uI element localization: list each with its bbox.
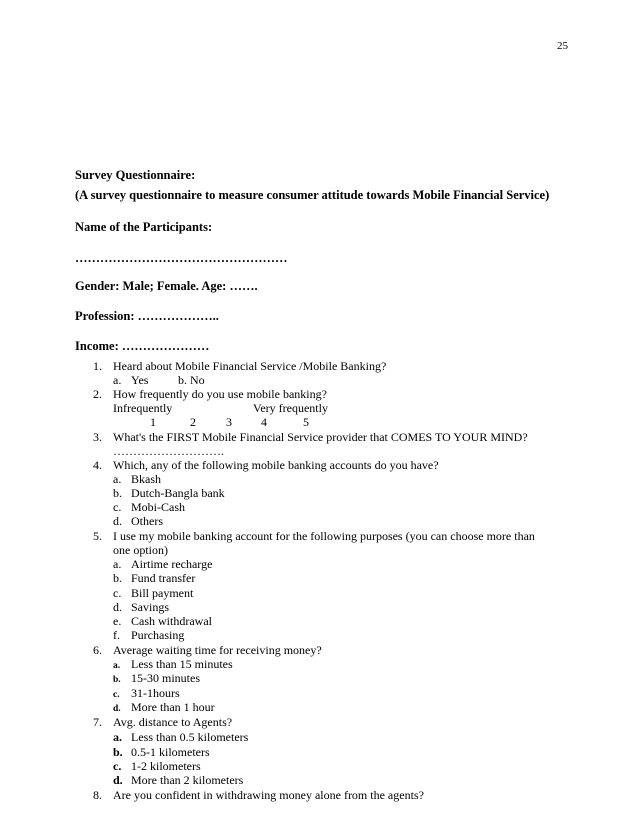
question-4-option <box>113 486 225 500</box>
option-marker: d. <box>113 773 123 787</box>
option-text: Fund transfer <box>131 571 196 585</box>
option-marker: c. <box>113 586 122 600</box>
question-8-text: Are you confident in withdrawing money alone from the agents? <box>113 788 424 802</box>
participant-name-label: Name of the Participants: <box>75 220 213 234</box>
survey-title: Survey Questionnaire: <box>75 168 196 182</box>
option-text: Bkash <box>131 472 161 486</box>
option-marker: b. <box>113 675 121 685</box>
question-3-blank: ………………………. <box>113 444 224 458</box>
option-text: Less than 15 minutes <box>131 657 233 671</box>
question-1-number: 1. <box>93 359 102 373</box>
option-text: 15-30 minutes <box>131 671 200 685</box>
question-5-option <box>113 628 184 642</box>
question-5-option <box>113 586 193 600</box>
option-text: Dutch-Bangla bank <box>131 486 225 500</box>
question-4-option <box>113 472 161 486</box>
option-marker: c. <box>113 690 120 700</box>
option-marker: a. <box>113 557 122 571</box>
question-6-number: 6. <box>93 643 102 657</box>
option-text: 31-1hours <box>131 686 180 700</box>
option-marker: a. <box>113 373 122 387</box>
scale-value-2: 2 <box>190 415 196 429</box>
option-text: 1-2 kilometers <box>131 759 201 773</box>
scale-value-5: 5 <box>303 415 309 429</box>
option-text: More than 2 kilometers <box>131 773 244 787</box>
option-marker: c. <box>113 759 122 773</box>
question-5-text-continued: one option) <box>113 543 168 557</box>
option-text: Yes <box>131 373 149 387</box>
question-2-number: 2. <box>93 387 102 401</box>
option-marker: b. <box>113 571 122 585</box>
option-text: Savings <box>131 600 170 614</box>
option-marker: b. <box>113 486 122 500</box>
option-marker: d. <box>113 704 121 714</box>
question-6-option <box>113 700 215 716</box>
question-7-option <box>113 730 248 744</box>
option-marker: a. <box>113 472 122 486</box>
question-5-option <box>113 571 195 585</box>
option-text: Mobi-Cash <box>131 500 185 514</box>
question-7-option <box>113 745 210 759</box>
question-7-number: 7. <box>93 715 102 729</box>
option-text: Bill payment <box>131 586 194 600</box>
page-number: 25 <box>557 40 568 52</box>
scale-value-3: 3 <box>226 415 232 429</box>
profession-line: Profession: ……………….. <box>75 309 219 323</box>
question-3-text: What's the FIRST Mobile Financial Service provider that COMES TO YOUR MIND? <box>113 430 528 444</box>
scale-value-4: 4 <box>261 415 267 429</box>
question-7-option <box>113 759 201 773</box>
question-5-option <box>113 614 212 628</box>
question-4-option <box>113 514 163 528</box>
question-1-option-b: b. No <box>178 373 205 387</box>
question-5-number: 5. <box>93 529 102 543</box>
option-marker: d. <box>113 600 122 614</box>
option-marker: a. <box>113 730 122 744</box>
option-text: Others <box>131 514 163 528</box>
participant-name-blank: …………………………………………… <box>75 251 288 265</box>
question-4-option <box>113 500 185 514</box>
option-text: More than 1 hour <box>131 700 215 714</box>
question-8-number: 8. <box>93 788 102 802</box>
question-2-text: How frequently do you use mobile banking? <box>113 387 327 401</box>
question-5-text: I use my mobile banking account for the following purposes (you can choose more than <box>113 529 535 543</box>
option-marker: b. <box>113 745 123 759</box>
question-3-number: 3. <box>93 430 102 444</box>
question-5-option <box>113 557 212 571</box>
question-4-number: 4. <box>93 458 102 472</box>
scale-left-label: Infrequently <box>113 401 173 415</box>
question-5-option <box>113 600 169 614</box>
option-text: 0.5-1 kilometers <box>131 745 210 759</box>
option-text: Cash withdrawal <box>131 614 212 628</box>
scale-value-1: 1 <box>150 415 156 429</box>
income-line: Income: ………………… <box>75 339 210 353</box>
question-7-option <box>113 773 243 787</box>
question-6-text: Average waiting time for receiving money? <box>113 643 322 657</box>
scale-right-label: Very frequently <box>253 401 328 415</box>
question-6-option <box>113 671 200 687</box>
option-marker: f. <box>113 628 120 642</box>
question-1-option-a <box>113 373 148 387</box>
gender-age-line: Gender: Male; Female. Age: ……. <box>75 279 258 293</box>
survey-subtitle: (A survey questionnaire to measure consumer attitude towards Mobile Financial Service) <box>75 188 550 202</box>
option-text: Airtime recharge <box>131 557 213 571</box>
option-text: Purchasing <box>131 628 185 642</box>
option-marker: d. <box>113 514 122 528</box>
option-text: Less than 0.5 kilometers <box>131 730 249 744</box>
option-marker: a. <box>113 661 121 671</box>
question-4-text: Which, any of the following mobile banking accounts do you have? <box>113 458 439 472</box>
option-marker: c. <box>113 500 122 514</box>
question-1-text: Heard about Mobile Financial Service /Mobile Banking? <box>113 359 387 373</box>
option-marker: e. <box>113 614 122 628</box>
question-7-text: Avg. distance to Agents? <box>113 715 233 729</box>
